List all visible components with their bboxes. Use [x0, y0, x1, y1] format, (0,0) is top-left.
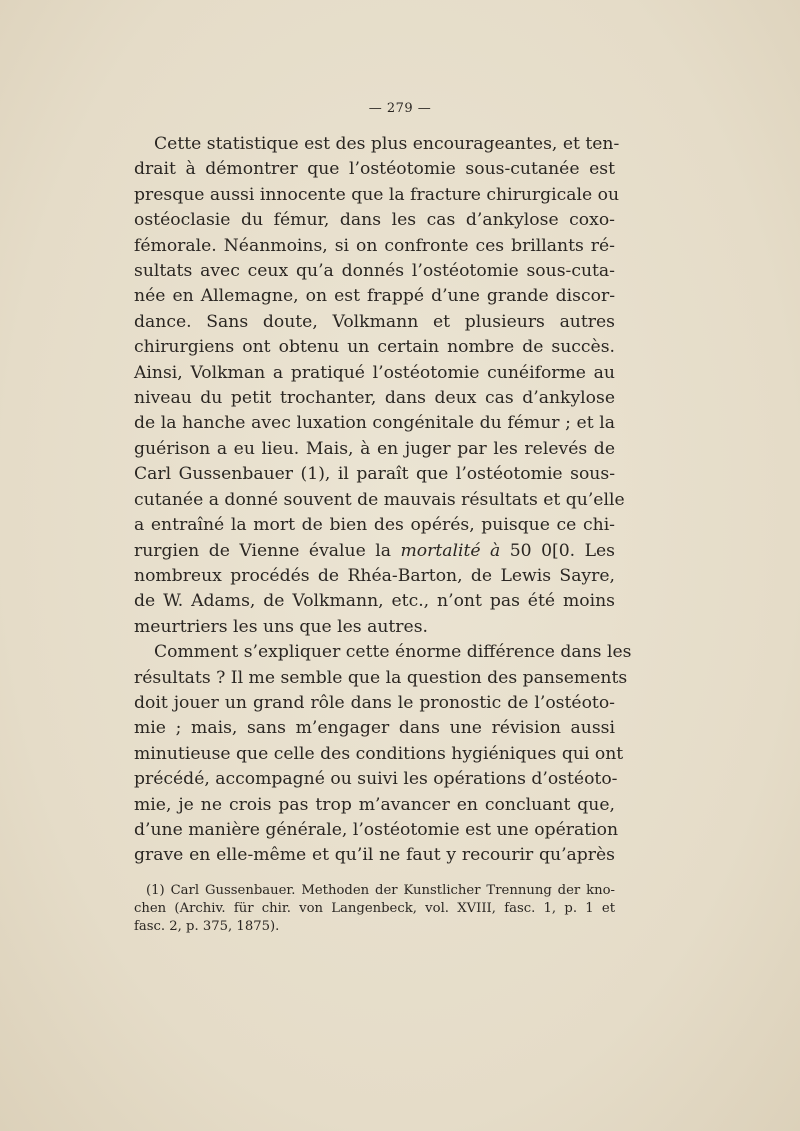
text-line: mie, je ne crois pas trop m’avancer en concluant que, — [134, 794, 615, 815]
text-line: dance. Sans doute, Volkmann et plusieurs autres — [134, 311, 615, 332]
footnote-line: fasc. 2, p. 375, 1875). — [134, 919, 280, 935]
text-line-with-italic: rurgien de Vienne évalue la mortalité à 50 0[0. Les — [134, 540, 615, 561]
text-line: sultats avec ceux qu’a donnés l’ostéotomie sous-cuta- — [134, 261, 615, 282]
text-line: de la hanche avec luxation congénitale du fémur ; et la — [134, 413, 615, 434]
text-line: meurtriers les uns que les autres. — [134, 616, 428, 637]
text-line: fémorale. Néanmoins, si on confronte ces brillants ré- — [134, 235, 615, 256]
text-line: niveau du petit trochanter, dans deux cas d’ankylose — [134, 388, 615, 409]
footnote-line: (1) Carl Gussenbauer. Methoden der Kunstlicher Trennung der kno- — [146, 883, 615, 898]
text-line: de W. Adams, de Volkmann, etc., n’ont pas été moins — [134, 591, 615, 612]
text-line: nombreux procédés de Rhéa-Barton, de Lewis Sayre, — [134, 565, 615, 586]
text-line: cutanée a donné souvent de mauvais résultats et qu’elle — [134, 489, 625, 510]
footnote — [134, 882, 615, 937]
text-line: a entraîné la mort de bien des opérés, puisque ce chi- — [134, 515, 615, 536]
text-line: drait à démontrer que l’ostéotomie sous-cutanée est — [134, 159, 615, 180]
text-line: presque aussi innocente que la fracture chirurgicale ou — [134, 184, 620, 205]
text-line: mie ; mais, sans m’engager dans une révision aussi — [134, 718, 615, 739]
text-line: doit jouer un grand rôle dans le pronostic de l’ostéoto- — [134, 692, 615, 713]
text-line: grave en elle-même et qu’il ne faut y recourir qu’après — [134, 845, 615, 866]
text-line: ostéoclasie du fémur, dans les cas d’ankylose coxo- — [134, 210, 615, 231]
footnote-line: chen (Archiv. für chir. von Langenbeck, vol. XVIII, fasc. 1, p. 1 et — [134, 901, 615, 917]
text-line: précédé, accompagné ou suivi les opérations d’ostéoto- — [134, 769, 618, 790]
text-line: résultats ? Il me semble que la question des pansements — [134, 667, 628, 688]
text-line: Ainsi, Volkman a pratiqué l’ostéotomie cunéiforme au — [134, 362, 615, 383]
text-line: Comment s’expliquer cette énorme différence dans les — [154, 642, 632, 663]
paragraph-2 — [134, 640, 632, 869]
body-text — [134, 132, 632, 869]
text-line: Carl Gussenbauer (1), il paraît que l’ostéotomie sous- — [134, 464, 615, 485]
page-number: — 279 — — [368, 101, 432, 116]
text-line: née en Allemagne, on est frappé d’une grande discor- — [134, 286, 615, 307]
paragraph-1 — [134, 132, 625, 640]
text-line: Cette statistique est des plus encourageantes, et ten- — [154, 134, 620, 154]
text-line: d’une manière générale, l’ostéotomie est une opération — [134, 819, 619, 840]
text-line: minutieuse que celle des conditions hygiéniques qui ont — [134, 743, 624, 764]
italic-text: mortalité à — [400, 540, 501, 561]
text-line: chirurgiens ont obtenu un certain nombre de succès. — [134, 337, 615, 358]
text-line: guérison a eu lieu. Mais, à en juger par les relevés de — [134, 438, 615, 459]
